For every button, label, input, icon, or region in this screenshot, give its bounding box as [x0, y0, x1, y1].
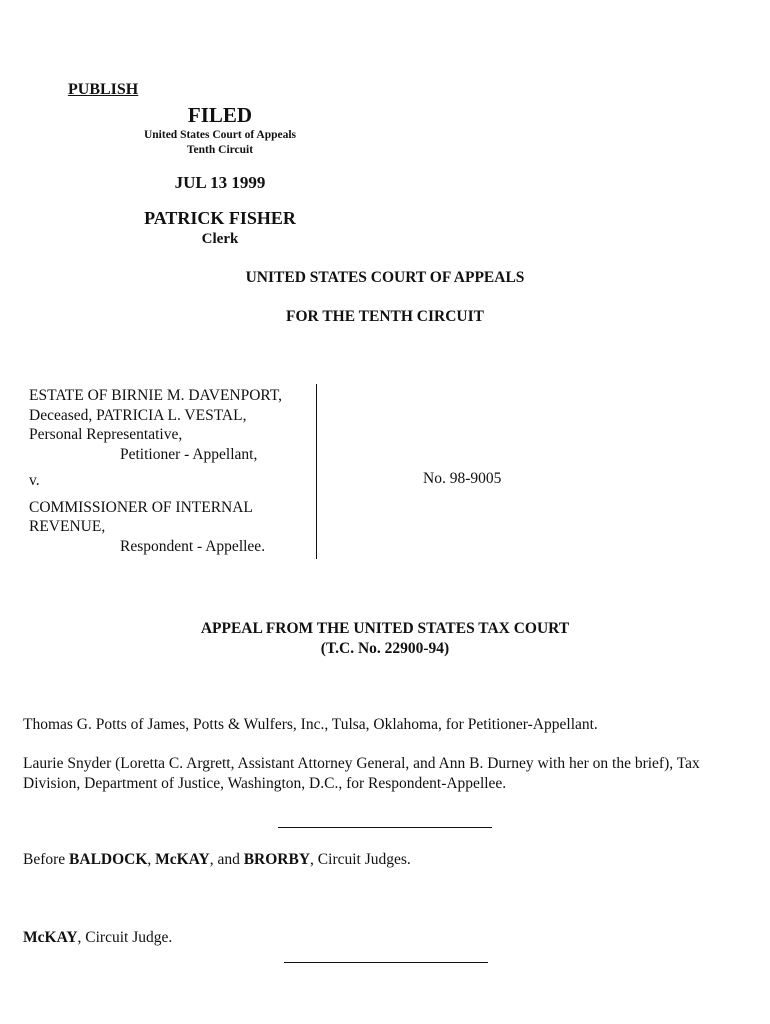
petitioner-line1: ESTATE OF BIRNIE M. DAVENPORT,	[29, 387, 283, 404]
filed-stamp-court-line2: Tenth Circuit	[186, 144, 254, 156]
panel-sep2: , and	[209, 851, 244, 868]
respondent-line1: COMMISSIONER OF INTERNAL	[29, 498, 253, 516]
judge-brorby: BRORBY	[243, 851, 311, 868]
case-caption	[29, 386, 314, 556]
filed-stamp-court	[100, 128, 340, 158]
petitioner-line3: Personal Representative,	[29, 426, 183, 443]
appeal-line1: APPEAL FROM THE UNITED STATES TAX COURT	[200, 620, 570, 637]
separator-rule-1	[278, 827, 492, 828]
separator-rule-2	[284, 962, 488, 963]
judge-baldock: BALDOCK	[69, 851, 148, 868]
respondent-role: Respondent - Appellee.	[120, 537, 266, 555]
panel-suffix: , Circuit Judges.	[310, 851, 411, 868]
author-name: McKAY	[23, 929, 78, 946]
respondent-line2: REVENUE,	[29, 518, 106, 535]
clerk-title: Clerk	[201, 231, 239, 247]
filed-stamp-court-line1: United States Court of Appeals	[143, 129, 297, 141]
petitioner-line2: Deceased, PATRICIA L. VESTAL,	[29, 406, 247, 424]
versus: v.	[29, 472, 40, 489]
panel-line	[23, 850, 748, 870]
court-circuit: FOR THE TENTH CIRCUIT	[286, 308, 484, 325]
petitioner-role: Petitioner - Appellant,	[120, 445, 258, 463]
panel-sep1: ,	[147, 851, 156, 868]
judge-mckay: McKAY	[155, 851, 210, 868]
case-number: No. 98-9005	[423, 470, 502, 487]
author-suffix: , Circuit Judge.	[77, 929, 173, 946]
panel-before: Before	[23, 851, 70, 868]
court-name: UNITED STATES COURT OF APPEALS	[245, 269, 525, 286]
opinion-author	[23, 928, 748, 948]
publish-label: PUBLISH	[68, 81, 139, 98]
appellant-counsel: Thomas G. Potts of James, Potts & Wulfers, Inc., Tulsa, Oklahoma, for Petitioner-Appellant.	[23, 716, 598, 733]
appeal-heading	[0, 619, 770, 659]
appellee-counsel: Laurie Snyder (Loretta C. Argrett, Assistant Attorney General, and Ann B. Durney with her on the brief), Tax Division, Department of Justice, Washington, D.C., for Respondent-Appellee.	[23, 755, 700, 792]
caption-divider	[316, 384, 317, 559]
clerk-name: PATRICK FISHER	[144, 208, 296, 228]
filed-stamp-title: FILED	[187, 103, 253, 127]
appeal-line2: (T.C. No. 22900-94)	[320, 640, 450, 657]
filed-date: JUL 13 1999	[174, 173, 266, 192]
